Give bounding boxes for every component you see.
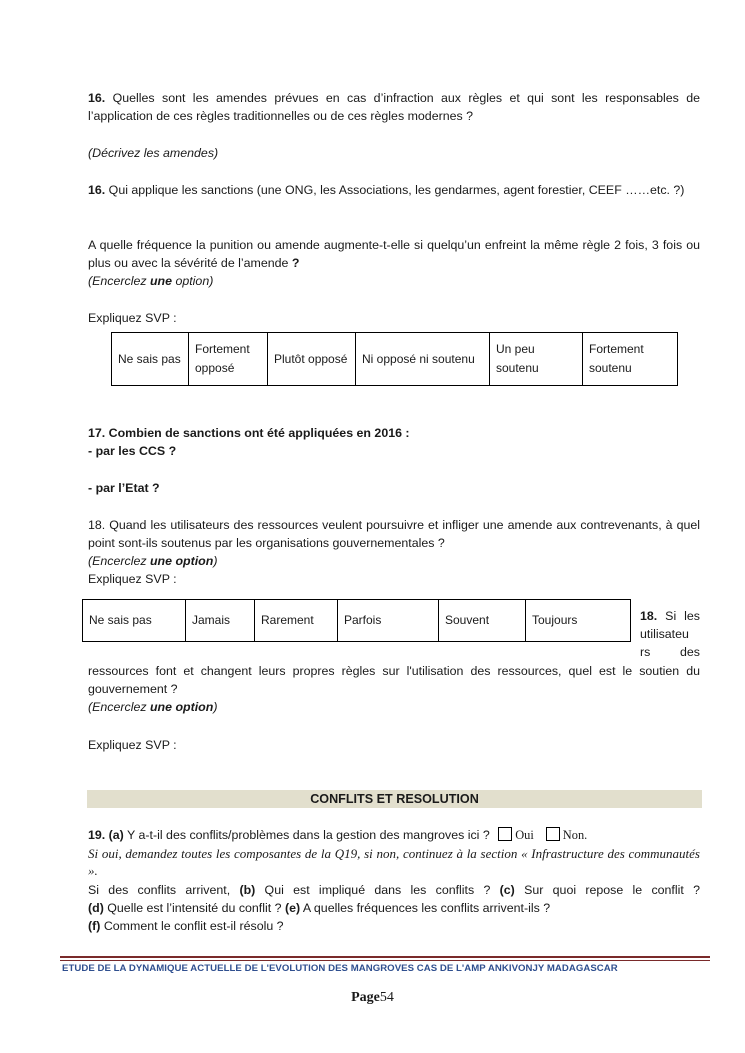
- question-text: Qui est impliqué dans les conflits ?: [255, 883, 500, 897]
- question-17-ccs: - par les CCS ?: [88, 444, 177, 458]
- checkbox-label: Non.: [562, 828, 588, 842]
- question-17-title: 17. Combien de sanctions ont été appliquées en 2016 :: [88, 426, 410, 440]
- note-decrivez: (Décrivez les amendes): [88, 146, 219, 160]
- footer-divider: [60, 960, 710, 961]
- instruction-emphasis: une option: [149, 554, 214, 568]
- question-text: Quelle est l’intensité du conflit ?: [103, 901, 285, 915]
- question-text: Comment le conflit est-il résolu ?: [100, 919, 284, 933]
- checkbox-oui[interactable]: [498, 827, 512, 841]
- instruction-text: (Encerclez: [88, 700, 150, 714]
- question-mark: ?: [291, 256, 300, 270]
- question-19-line2: [88, 899, 700, 917]
- table-row: [112, 333, 678, 386]
- options-table-frequence: [82, 599, 631, 642]
- question-number: 19. (a): [88, 828, 124, 842]
- question-number: 18.: [640, 609, 658, 623]
- option-cell[interactable]: Ne sais pas: [112, 333, 189, 386]
- question-text: Si des conflits arrivent,: [88, 883, 240, 897]
- explain-label: Expliquez SVP :: [88, 572, 177, 586]
- wrap-line: [640, 643, 700, 661]
- question-text: Sur quoi repose le conflit ?: [514, 883, 700, 897]
- option-cell[interactable]: Fortement opposé: [189, 333, 268, 386]
- option-cell[interactable]: Un peu soutenu: [490, 333, 583, 386]
- sub-label: (e): [284, 901, 301, 915]
- option-cell[interactable]: Ne sais pas: [83, 600, 186, 642]
- page-number-value: 54: [379, 990, 394, 1005]
- question-16-sanctions: [88, 181, 700, 199]
- question-text: A quelles fréquences les conflits arrivent-ils ?: [300, 901, 551, 915]
- option-cell[interactable]: Parfois: [338, 600, 439, 642]
- option-cell[interactable]: Jamais: [186, 600, 255, 642]
- question-text: Qui applique les sanctions (une ONG, les Associations, les gendarmes, agent forestier, CEEF ……etc. ?): [105, 183, 685, 197]
- option-cell[interactable]: Fortement soutenu: [583, 333, 678, 386]
- explain-label: Expliquez SVP :: [88, 311, 177, 325]
- question-text: Si les: [657, 609, 700, 623]
- instruction-emphasis: une: [149, 274, 173, 288]
- sub-label: (c): [499, 883, 515, 897]
- instruction-emphasis: une option: [149, 700, 214, 714]
- checkbox-non[interactable]: [546, 827, 560, 841]
- instruction-text: ): [213, 700, 218, 714]
- page-label: Page: [351, 990, 380, 1005]
- question-19-line1: [88, 881, 700, 899]
- sub-label: (d): [88, 901, 104, 915]
- question-number: 16.: [88, 91, 106, 105]
- question-number: 16.: [88, 183, 106, 197]
- option-cell[interactable]: Ni opposé ni soutenu: [356, 333, 490, 386]
- options-table-soutien: [111, 332, 678, 386]
- wrap-line: utilisateu: [640, 627, 689, 641]
- question-text: Y a-t-il des conflits/problèmes dans la gestion des mangroves ici ?: [123, 828, 494, 842]
- instruction-encerclez: [88, 272, 700, 290]
- question-19-line3: [88, 917, 700, 935]
- question-18-regles: ressources font et changent leurs propres règles sur l'utilisation des ressources, quel est le soutien du gouvernement ?: [88, 664, 700, 696]
- instruction-text: option): [172, 274, 214, 288]
- sub-label: (b): [239, 883, 256, 897]
- question-19a: [88, 826, 700, 844]
- instruction-q19: Si oui, demandez toutes les composantes de la Q19, si non, continuez à la section « Infrastructure des communautés ».: [88, 846, 700, 878]
- instruction-text: (Encerclez: [88, 274, 150, 288]
- question-18-wrap: [640, 607, 700, 661]
- question-16-amendes: [88, 89, 700, 125]
- section-title-conflits: CONFLITS ET RESOLUTION: [87, 790, 702, 808]
- wrap-line: [640, 607, 700, 625]
- question-text: rs: [640, 645, 651, 659]
- option-cell[interactable]: Toujours: [526, 600, 631, 642]
- question-text: des: [680, 645, 700, 659]
- option-cell[interactable]: Plutôt opposé: [268, 333, 356, 386]
- instruction-encerclez: [88, 552, 700, 570]
- question-18-soutien: 18. Quand les utilisateurs des ressources veulent poursuivre et infliger une amende aux contrevenants, à quel point sont-ils soutenus par les organisations gouvernementales ?: [88, 518, 700, 550]
- option-cell[interactable]: Souvent: [439, 600, 526, 642]
- question-text: Quelles sont les amendes prévues en cas d’infraction aux règles et qui sont les responsables de l’application de ces règles traditionnelles ou de ces règles modernes ?: [88, 91, 700, 123]
- footer-divider: [60, 956, 710, 958]
- question-frequence: [88, 236, 700, 272]
- sub-label: (f): [88, 919, 101, 933]
- question-17-etat: - par l’Etat ?: [88, 481, 160, 495]
- footer-title: ETUDE DE LA DYNAMIQUE ACTUELLE DE L'EVOLUTION DES MANGROVES CAS DE L'AMP ANKIVONJY MADAGASCAR: [62, 963, 618, 974]
- instruction-encerclez: [88, 698, 700, 716]
- table-row: [83, 600, 631, 642]
- explain-label: Expliquez SVP :: [88, 738, 177, 752]
- question-text: A quelle fréquence la punition ou amende augmente-t-elle si quelqu’un enfreint la même règle 2 fois, 3 fois ou plus ou avec la sévérité de l’amende: [88, 238, 700, 270]
- option-cell[interactable]: Rarement: [255, 600, 338, 642]
- page-number: [0, 990, 745, 1006]
- checkbox-label: Oui: [515, 828, 534, 842]
- instruction-text: ): [213, 554, 218, 568]
- instruction-text: (Encerclez: [88, 554, 150, 568]
